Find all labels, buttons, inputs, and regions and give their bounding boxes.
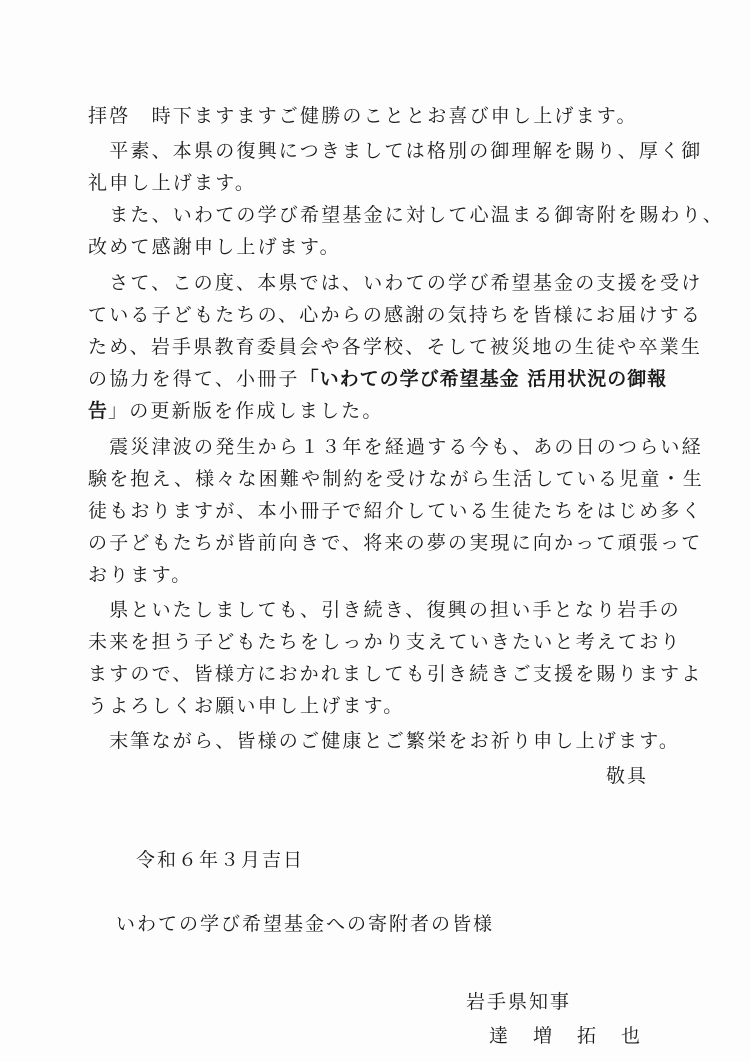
body-line: 験を抱え、様々な困難や制約を受けながら生活している児童・生 xyxy=(88,468,704,490)
body-text: の協力を得て、小冊子 xyxy=(88,368,300,390)
body-line: の子どもたちが皆前向きで、将来の夢の実現に向かって頑張って xyxy=(88,532,703,554)
body-line: ため、岩手県教育委員会や各学校、そして被災地の生徒や卒業生 xyxy=(88,336,703,358)
body-line: 改めて感謝申し上げます。 xyxy=(88,236,341,258)
sender-title: 岩手県知事 xyxy=(466,991,572,1013)
body-line: うよろしくお願い申し上げます。 xyxy=(88,695,405,717)
booklet-title: 「いわての学び希望基金 活用状況の御報 xyxy=(299,368,668,390)
body-line: ますので、皆様方におかれましても引き続きご支援を賜りますよ xyxy=(88,663,703,685)
greeting-line: 拝啓 時下ますますご健勝のこととお喜び申し上げます。 xyxy=(88,105,638,127)
body-line: また、いわての学び希望基金に対して心温まる御寄附を賜わり、 xyxy=(88,204,725,226)
body-line: 末筆ながら、皆様のご健康とご繁栄をお祈り申し上げます。 xyxy=(88,730,681,752)
body-line: 県といたしましても、引き続き、復興の担い手となり岩手の xyxy=(88,599,681,621)
booklet-title-end: 告 xyxy=(88,400,109,422)
body-line: おります。 xyxy=(88,564,193,586)
closing: 敬具 xyxy=(606,765,649,787)
date: 令和６年３月吉日 xyxy=(136,849,305,871)
body-line: さて、この度、本県では、いわての学び希望基金の支援を受け xyxy=(88,272,703,294)
body-line-booklet-cont xyxy=(88,399,384,423)
body-line: 徒もおりますが、本小冊子で紹介している生徒たちをはじめ多く xyxy=(88,500,703,522)
body-text: 」の更新版を作成しました。 xyxy=(108,400,384,422)
addressee: いわての学び希望基金への寄附者の皆様 xyxy=(116,913,495,935)
body-line-booklet xyxy=(88,367,667,391)
sender-name: 達 増 拓 也 xyxy=(489,1025,644,1047)
body-line: 未来を担う子どもたちをしっかり支えていきたいと考えており xyxy=(88,631,682,653)
body-line: 平素、本県の復興につきましては格別の御理解を賜り、厚く御 xyxy=(88,140,703,162)
body-line: 震災津波の発生から１３年を経過する今も、あの日のつらい経 xyxy=(88,436,703,458)
body-line: 礼申し上げます。 xyxy=(88,172,257,194)
body-line: ている子どもたちの、心からの感謝の気持ちを皆様にお届けする xyxy=(88,304,703,326)
